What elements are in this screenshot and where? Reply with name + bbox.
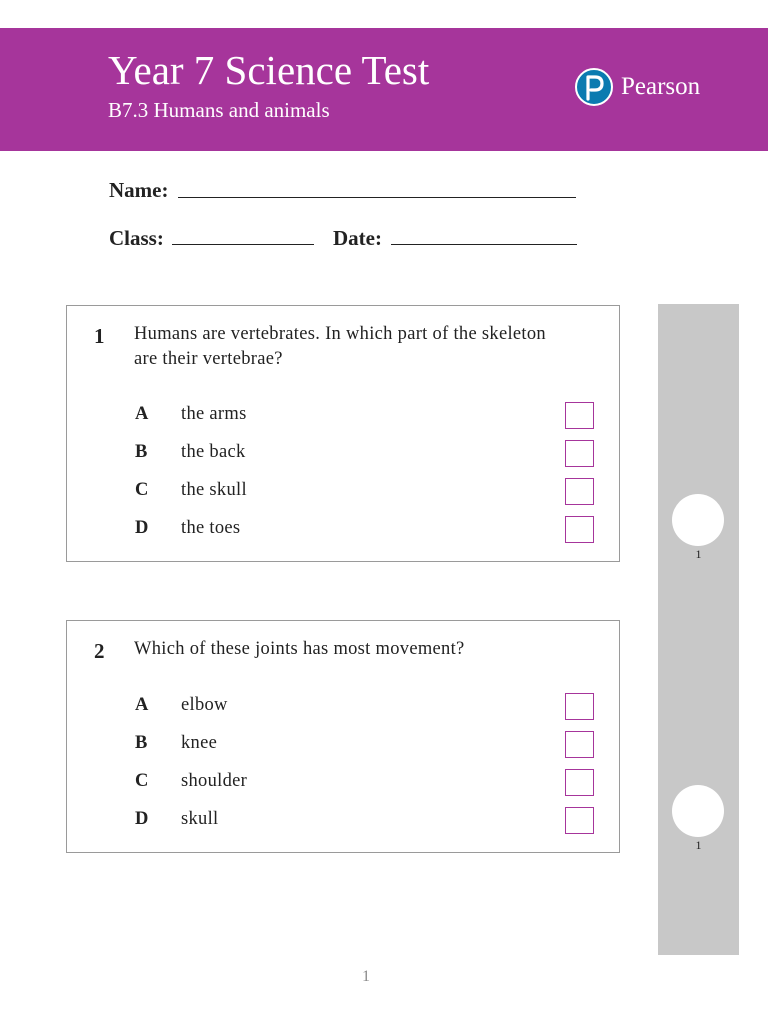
page-number: 1	[362, 968, 370, 985]
option-letter: C	[135, 771, 149, 791]
question-number: 1	[94, 324, 105, 348]
mark-circle-q1[interactable]	[672, 494, 724, 546]
date-label: Date:	[333, 226, 382, 250]
answer-checkbox-1b[interactable]	[565, 440, 594, 467]
option-text: the arms	[181, 404, 247, 424]
option-text: the skull	[181, 480, 247, 500]
marks-margin	[658, 304, 739, 955]
option-text: the back	[181, 442, 246, 462]
option-text: the toes	[181, 518, 241, 538]
option-letter: A	[135, 404, 149, 424]
option-letter: C	[135, 480, 149, 500]
page-title: Year 7 Science Test	[108, 47, 430, 93]
marks-label-q1: 1	[695, 547, 702, 561]
header-banner	[0, 28, 768, 151]
pearson-logo-text: Pearson	[621, 73, 701, 100]
option-text: shoulder	[181, 771, 248, 791]
option-text: skull	[181, 809, 219, 829]
pearson-p-logo-icon	[575, 68, 613, 106]
date-field[interactable]	[391, 244, 577, 245]
marks-label-q2: 1	[695, 838, 702, 852]
question-text: Which of these joints has most movement?	[134, 639, 465, 659]
class-field[interactable]	[172, 244, 314, 245]
option-letter: B	[135, 442, 148, 462]
name-label: Name:	[109, 178, 169, 202]
page-subtitle: B7.3 Humans and animals	[108, 98, 330, 122]
option-text: elbow	[181, 695, 228, 715]
answer-checkbox-2b[interactable]	[565, 731, 594, 758]
question-1-box	[66, 305, 620, 562]
answer-checkbox-2c[interactable]	[565, 769, 594, 796]
answer-checkbox-2a[interactable]	[565, 693, 594, 720]
mark-circle-q2[interactable]	[672, 785, 724, 837]
class-label: Class:	[109, 226, 164, 250]
pearson-logo	[575, 66, 700, 108]
name-field[interactable]	[178, 197, 576, 198]
question-2-box	[66, 620, 620, 853]
answer-checkbox-1d[interactable]	[565, 516, 594, 543]
option-text: knee	[181, 733, 218, 753]
option-letter: B	[135, 733, 148, 753]
option-letter: A	[135, 695, 149, 715]
answer-checkbox-1c[interactable]	[565, 478, 594, 505]
answer-checkbox-1a[interactable]	[565, 402, 594, 429]
option-letter: D	[135, 518, 149, 538]
answer-checkbox-2d[interactable]	[565, 807, 594, 834]
question-number: 2	[94, 639, 105, 663]
option-letter: D	[135, 809, 149, 829]
question-text: Humans are vertebrates. In which part of the skeleton are their vertebrae?	[134, 324, 546, 369]
